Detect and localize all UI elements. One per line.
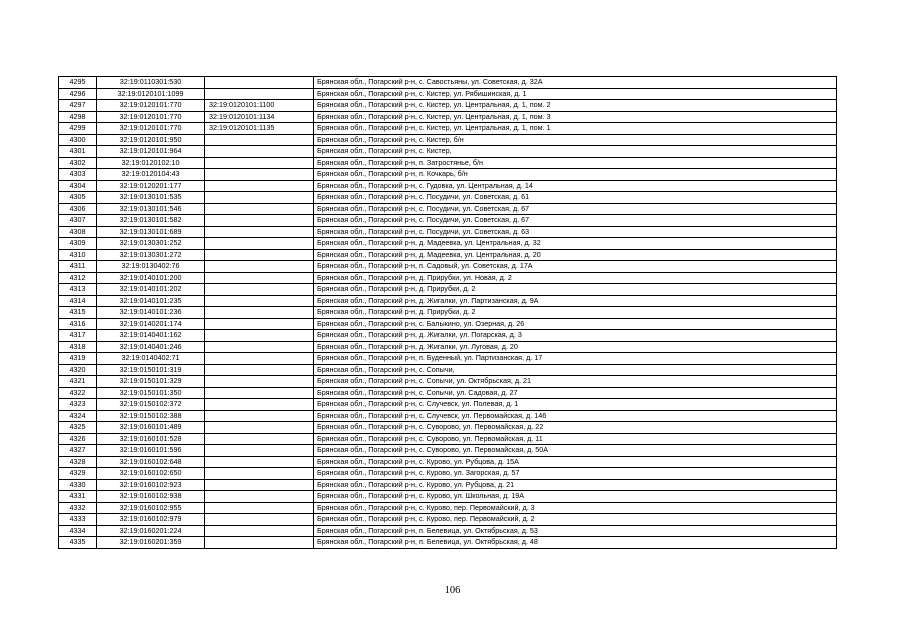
premises-cadastral-number-cell [205, 353, 314, 365]
table-row [59, 123, 837, 135]
table-row [59, 537, 837, 549]
table-row [59, 261, 837, 273]
row-number-cell: 4296 [59, 88, 97, 100]
address-cell: Брянская обл., Погарский р-н, с. Кистер, ул. Центральная, д. 1, пом. 1 [314, 123, 837, 135]
table-row [59, 479, 837, 491]
table-row [59, 307, 837, 319]
address-cell: Брянская обл., Погарский р-н, с. Курово, ул. Загорская, д. 57 [314, 468, 837, 480]
cadastral-number-cell: 32:19:0130301:272 [97, 249, 205, 261]
cadastral-number-cell: 32:19:0130301:252 [97, 238, 205, 250]
address-cell: Брянская обл., Погарский р-н, с. Балыкино, ул. Озерная, д. 26 [314, 318, 837, 330]
premises-cadastral-number-cell [205, 77, 314, 89]
row-number-cell: 4316 [59, 318, 97, 330]
cadastral-number-cell: 32:19:0130402:76 [97, 261, 205, 273]
premises-cadastral-number-cell: 32:19:0120101:1134 [205, 111, 314, 123]
cadastral-number-cell: 32:19:0120104:43 [97, 169, 205, 181]
table-row [59, 238, 837, 250]
table-row [59, 295, 837, 307]
address-cell: Брянская обл., Погарский р-н, с. Сопычи, ул. Садовая, д. 27 [314, 387, 837, 399]
address-cell: Брянская обл., Погарский р-н, с. Случевск, ул. Первомайская, д. 146 [314, 410, 837, 422]
premises-cadastral-number-cell [205, 261, 314, 273]
row-number-cell: 4329 [59, 468, 97, 480]
premises-cadastral-number-cell [205, 514, 314, 526]
address-cell: Брянская обл., Погарский р-н, с. Суворово, ул. Первомайская, д. 50А [314, 445, 837, 457]
row-number-cell: 4309 [59, 238, 97, 250]
cadastral-number-cell: 32:19:0160101:489 [97, 422, 205, 434]
row-number-cell: 4330 [59, 479, 97, 491]
property-table [58, 76, 837, 549]
cadastral-number-cell: 32:19:0140401:246 [97, 341, 205, 353]
table-row [59, 226, 837, 238]
table-row [59, 399, 837, 411]
premises-cadastral-number-cell [205, 433, 314, 445]
address-cell: Брянская обл., Погарский р-н, с. Суворово, ул. Первомайская, д. 22 [314, 422, 837, 434]
table-row [59, 318, 837, 330]
row-number-cell: 4297 [59, 100, 97, 112]
row-number-cell: 4302 [59, 157, 97, 169]
address-cell: Брянская обл., Погарский р-н, п. Садовый, ул. Советская, д. 17А [314, 261, 837, 273]
premises-cadastral-number-cell [205, 468, 314, 480]
table-row [59, 422, 837, 434]
address-cell: Брянская обл., Погарский р-н, п. Затростянье, б/н [314, 157, 837, 169]
premises-cadastral-number-cell [205, 284, 314, 296]
table-row [59, 387, 837, 399]
address-cell: Брянская обл., Погарский р-н, с. Савостьяны, ул. Советская, д. 32А [314, 77, 837, 89]
table-row [59, 77, 837, 89]
premises-cadastral-number-cell [205, 203, 314, 215]
table-row [59, 249, 837, 261]
cadastral-number-cell: 32:19:0140101:235 [97, 295, 205, 307]
premises-cadastral-number-cell [205, 134, 314, 146]
premises-cadastral-number-cell [205, 399, 314, 411]
address-cell: Брянская обл., Погарский р-н, д. Жигалки, ул. Партизанская, д. 9А [314, 295, 837, 307]
table-row [59, 215, 837, 227]
cadastral-number-cell: 32:19:0120101:770 [97, 123, 205, 135]
row-number-cell: 4319 [59, 353, 97, 365]
premises-cadastral-number-cell [205, 387, 314, 399]
row-number-cell: 4325 [59, 422, 97, 434]
cadastral-number-cell: 32:19:0120201:177 [97, 180, 205, 192]
cadastral-number-cell: 32:19:0160101:596 [97, 445, 205, 457]
table-row [59, 364, 837, 376]
table-row [59, 192, 837, 204]
page-number: 106 [444, 585, 461, 596]
cadastral-number-cell: 32:19:0140101:200 [97, 272, 205, 284]
row-number-cell: 4299 [59, 123, 97, 135]
premises-cadastral-number-cell [205, 238, 314, 250]
address-cell: Брянская обл., Погарский р-н, с. Курово, ул. Рубцова, д. 15А [314, 456, 837, 468]
address-cell: Брянская обл., Погарский р-н, д. Жигалки, ул. Погарская, д. 3 [314, 330, 837, 342]
address-cell: Брянская обл., Погарский р-н, с. Посудичи, ул. Советская, д. 63 [314, 226, 837, 238]
cadastral-number-cell: 32:19:0150101:329 [97, 376, 205, 388]
row-number-cell: 4324 [59, 410, 97, 422]
premises-cadastral-number-cell [205, 364, 314, 376]
table-row [59, 514, 837, 526]
premises-cadastral-number-cell [205, 192, 314, 204]
premises-cadastral-number-cell [205, 157, 314, 169]
row-number-cell: 4314 [59, 295, 97, 307]
premises-cadastral-number-cell [205, 307, 314, 319]
cadastral-number-cell: 32:19:0130101:535 [97, 192, 205, 204]
row-number-cell: 4327 [59, 445, 97, 457]
row-number-cell: 4304 [59, 180, 97, 192]
address-cell: Брянская обл., Погарский р-н, д. Прирубки, ул. Новая, д. 2 [314, 272, 837, 284]
premises-cadastral-number-cell [205, 215, 314, 227]
cadastral-number-cell: 32:19:0160201:359 [97, 537, 205, 549]
row-number-cell: 4313 [59, 284, 97, 296]
cadastral-number-cell: 32:19:0150102:372 [97, 399, 205, 411]
cadastral-number-cell: 32:19:0130101:689 [97, 226, 205, 238]
premises-cadastral-number-cell: 32:19:0120101:1100 [205, 100, 314, 112]
cadastral-number-cell: 32:19:0150101:350 [97, 387, 205, 399]
premises-cadastral-number-cell [205, 146, 314, 158]
row-number-cell: 4315 [59, 307, 97, 319]
premises-cadastral-number-cell [205, 180, 314, 192]
cadastral-number-cell: 32:19:0110301:530 [97, 77, 205, 89]
address-cell: Брянская обл., Погарский р-н, п. Буденный, ул. Партизанская, д. 17 [314, 353, 837, 365]
table-row [59, 445, 837, 457]
premises-cadastral-number-cell [205, 410, 314, 422]
row-number-cell: 4335 [59, 537, 97, 549]
premises-cadastral-number-cell [205, 456, 314, 468]
table-row [59, 502, 837, 514]
table-row [59, 203, 837, 215]
premises-cadastral-number-cell [205, 249, 314, 261]
address-cell: Брянская обл., Погарский р-н, с. Суворово, ул. Первомайская, д. 11 [314, 433, 837, 445]
row-number-cell: 4307 [59, 215, 97, 227]
premises-cadastral-number-cell [205, 341, 314, 353]
cadastral-number-cell: 32:19:0160201:224 [97, 525, 205, 537]
row-number-cell: 4321 [59, 376, 97, 388]
cadastral-number-cell: 32:19:0160102:955 [97, 502, 205, 514]
table-row [59, 100, 837, 112]
premises-cadastral-number-cell [205, 295, 314, 307]
cadastral-number-cell: 32:19:0160102:648 [97, 456, 205, 468]
row-number-cell: 4301 [59, 146, 97, 158]
table-row [59, 330, 837, 342]
cadastral-number-cell: 32:19:0120101:770 [97, 111, 205, 123]
cadastral-number-cell: 32:19:0120101:1099 [97, 88, 205, 100]
table-row [59, 525, 837, 537]
cadastral-number-cell: 32:19:0140101:202 [97, 284, 205, 296]
address-cell: Брянская обл., Погарский р-н, с. Сопычи, [314, 364, 837, 376]
row-number-cell: 4323 [59, 399, 97, 411]
table-row [59, 146, 837, 158]
row-number-cell: 4320 [59, 364, 97, 376]
cadastral-number-cell: 32:19:0150102:388 [97, 410, 205, 422]
row-number-cell: 4332 [59, 502, 97, 514]
address-cell: Брянская обл., Погарский р-н, с. Гудовка, ул. Центральная, д. 14 [314, 180, 837, 192]
table-body [59, 77, 837, 549]
premises-cadastral-number-cell [205, 318, 314, 330]
row-number-cell: 4308 [59, 226, 97, 238]
cadastral-number-cell: 32:19:0160101:528 [97, 433, 205, 445]
row-number-cell: 4295 [59, 77, 97, 89]
premises-cadastral-number-cell [205, 226, 314, 238]
row-number-cell: 4303 [59, 169, 97, 181]
cadastral-number-cell: 32:19:0130101:582 [97, 215, 205, 227]
row-number-cell: 4306 [59, 203, 97, 215]
premises-cadastral-number-cell [205, 88, 314, 100]
cadastral-number-cell: 32:19:0160102:938 [97, 491, 205, 503]
address-cell: Брянская обл., Погарский р-н, с. Курово, пер. Первомайский, д. 2 [314, 514, 837, 526]
cadastral-number-cell: 32:19:0130101:546 [97, 203, 205, 215]
row-number-cell: 4328 [59, 456, 97, 468]
cadastral-number-cell: 32:19:0120101:770 [97, 100, 205, 112]
table-row [59, 169, 837, 181]
address-cell: Брянская обл., Погарский р-н, с. Кистер, ул. Рябишинская, д. 1 [314, 88, 837, 100]
row-number-cell: 4331 [59, 491, 97, 503]
address-cell: Брянская обл., Погарский р-н, п. Белевица, ул. Октябрьская, д. 53 [314, 525, 837, 537]
address-cell: Брянская обл., Погарский р-н, д. Мадеевка, ул. Центральная, д. 20 [314, 249, 837, 261]
table-row [59, 111, 837, 123]
table-row [59, 157, 837, 169]
table-row [59, 433, 837, 445]
table-row [59, 376, 837, 388]
cadastral-number-cell: 32:19:0140201:174 [97, 318, 205, 330]
row-number-cell: 4310 [59, 249, 97, 261]
row-number-cell: 4300 [59, 134, 97, 146]
address-cell: Брянская обл., Погарский р-н, с. Кистер, б/н [314, 134, 837, 146]
cadastral-number-cell: 32:19:0160102:979 [97, 514, 205, 526]
address-cell: Брянская обл., Погарский р-н, д. Прирубки, д. 2 [314, 284, 837, 296]
address-cell: Брянская обл., Погарский р-н, с. Кистер, ул. Центральная, д. 1, пом. 2 [314, 100, 837, 112]
cadastral-number-cell: 32:19:0120102:10 [97, 157, 205, 169]
address-cell: Брянская обл., Погарский р-н, с. Кистер, [314, 146, 837, 158]
premises-cadastral-number-cell [205, 376, 314, 388]
cadastral-number-cell: 32:19:0140402:71 [97, 353, 205, 365]
premises-cadastral-number-cell [205, 479, 314, 491]
table-row [59, 134, 837, 146]
premises-cadastral-number-cell [205, 422, 314, 434]
table-row [59, 341, 837, 353]
table-row [59, 410, 837, 422]
address-cell: Брянская обл., Погарский р-н, д. Мадеевка, ул. Центральная, д. 32 [314, 238, 837, 250]
row-number-cell: 4333 [59, 514, 97, 526]
table-row [59, 468, 837, 480]
premises-cadastral-number-cell [205, 169, 314, 181]
address-cell: Брянская обл., Погарский р-н, д. Прирубки, д. 2 [314, 307, 837, 319]
cadastral-number-cell: 32:19:0120101:964 [97, 146, 205, 158]
row-number-cell: 4317 [59, 330, 97, 342]
cadastral-number-cell: 32:19:0150101:319 [97, 364, 205, 376]
address-cell: Брянская обл., Погарский р-н, с. Курово, ул. Рубцова, д. 21 [314, 479, 837, 491]
address-cell: Брянская обл., Погарский р-н, с. Кистер, ул. Центральная, д. 1, пом. 3 [314, 111, 837, 123]
address-cell: Брянская обл., Погарский р-н, с. Случевск, ул. Полевая, д. 1 [314, 399, 837, 411]
table-row [59, 180, 837, 192]
table-row [59, 456, 837, 468]
cadastral-number-cell: 32:19:0120101:950 [97, 134, 205, 146]
cadastral-number-cell: 32:19:0160102:923 [97, 479, 205, 491]
premises-cadastral-number-cell [205, 445, 314, 457]
premises-cadastral-number-cell [205, 537, 314, 549]
table-row [59, 353, 837, 365]
premises-cadastral-number-cell [205, 272, 314, 284]
address-cell: Брянская обл., Погарский р-н, д. Жигалки, ул. Луговая, д. 20 [314, 341, 837, 353]
table-row [59, 284, 837, 296]
premises-cadastral-number-cell: 32:19:0120101:1135 [205, 123, 314, 135]
row-number-cell: 4318 [59, 341, 97, 353]
row-number-cell: 4312 [59, 272, 97, 284]
cadastral-number-cell: 32:19:0140401:162 [97, 330, 205, 342]
address-cell: Брянская обл., Погарский р-н, с. Посудичи, ул. Советская, д. 67 [314, 215, 837, 227]
premises-cadastral-number-cell [205, 330, 314, 342]
table-row [59, 88, 837, 100]
address-cell: Брянская обл., Погарский р-н, с. Посудичи, ул. Советская, д. 61 [314, 192, 837, 204]
row-number-cell: 4322 [59, 387, 97, 399]
cadastral-number-cell: 32:19:0160102:650 [97, 468, 205, 480]
address-cell: Брянская обл., Погарский р-н, с. Курово, ул. Школьная, д. 19А [314, 491, 837, 503]
row-number-cell: 4311 [59, 261, 97, 273]
row-number-cell: 4305 [59, 192, 97, 204]
row-number-cell: 4326 [59, 433, 97, 445]
cadastral-number-cell: 32:19:0140101:236 [97, 307, 205, 319]
table-row [59, 491, 837, 503]
premises-cadastral-number-cell [205, 491, 314, 503]
address-cell: Брянская обл., Погарский р-н, п. Кочкарь, б/н [314, 169, 837, 181]
address-cell: Брянская обл., Погарский р-н, с. Посудичи, ул. Советская, д. 67 [314, 203, 837, 215]
address-cell: Брянская обл., Погарский р-н, с. Курово, пер. Первомайский, д. 3 [314, 502, 837, 514]
address-cell: Брянская обл., Погарский р-н, п. Белевица, ул. Октябрьская, д. 48 [314, 537, 837, 549]
row-number-cell: 4298 [59, 111, 97, 123]
row-number-cell: 4334 [59, 525, 97, 537]
premises-cadastral-number-cell [205, 502, 314, 514]
premises-cadastral-number-cell [205, 525, 314, 537]
address-cell: Брянская обл., Погарский р-н, с. Сопычи, ул. Октябрьская, д. 21 [314, 376, 837, 388]
table-row [59, 272, 837, 284]
